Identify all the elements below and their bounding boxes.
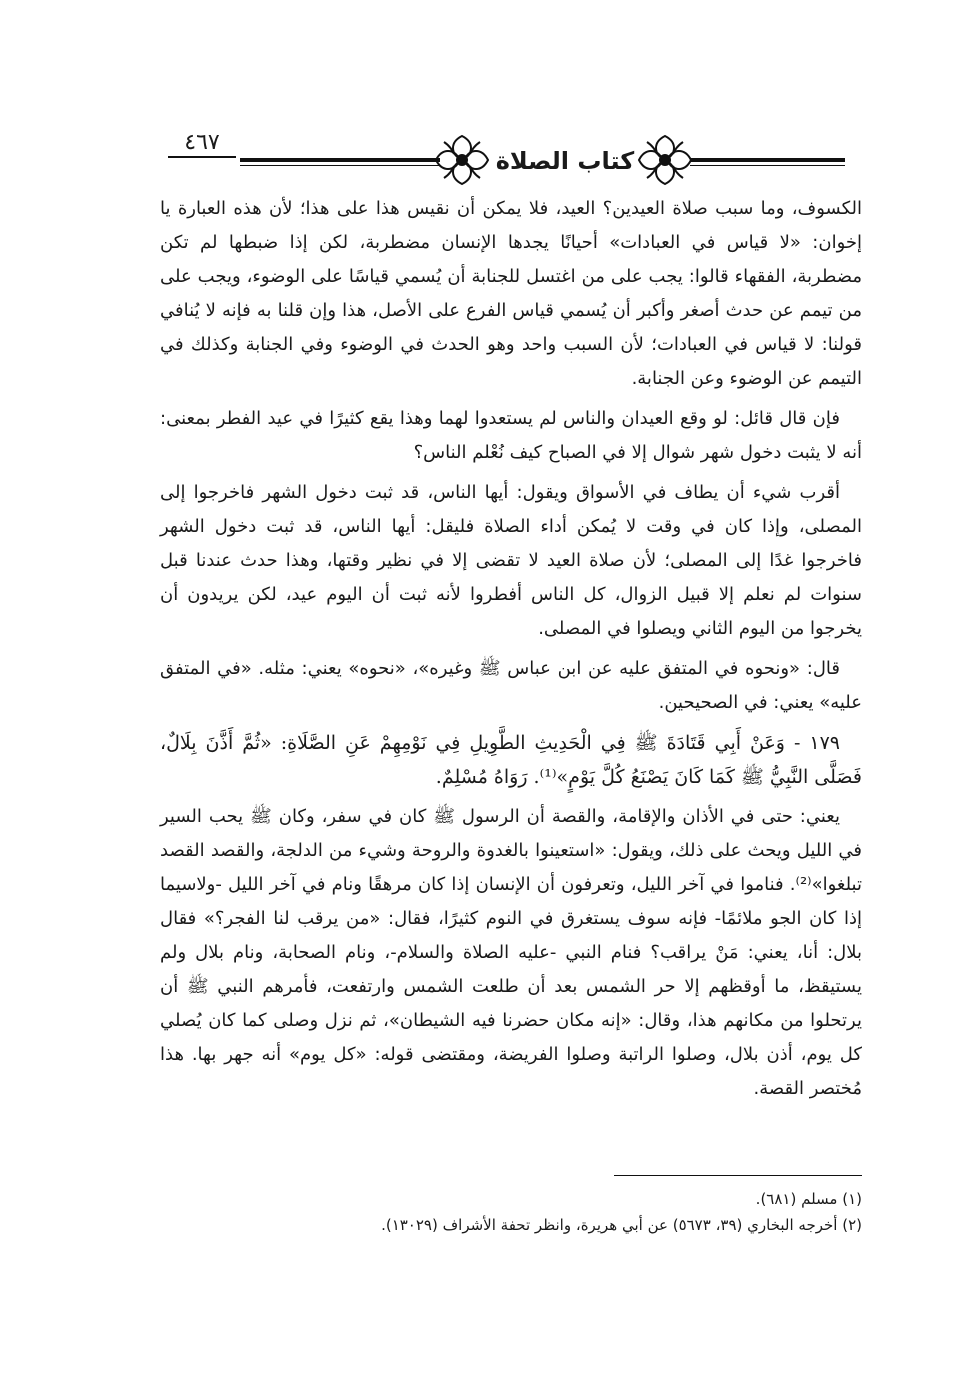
footnotes [160,1186,862,1238]
paragraph: قال: «ونحوه في المتفق عليه عن ابن عباس ﷺ وغيره»، «نحوه» يعني: مثله. «في المتفق عليه» يعني: في الصحيحين. [160,658,862,713]
chapter-title: كتاب الصلاة [495,147,635,175]
paragraph: فإن قال قائل: لو وقع العيدان والناس لم يستعدوا لهما وهذا يقع كثيرًا في عيد الفطر بمعنى: أنه لا يثبت دخول شهر شوال إلا في الصباح كيف نُعْلم الناس؟ [160,408,862,463]
header-rule-left [240,158,440,162]
paragraph: يعني: حتى في الأذان والإقامة، والقصة أن الرسول ﷺ كان في سفر، وكان ﷺ يحب السير في الليل ويحث على ذلك، ويقول: «استعينوا بالغدوة والروحة وشيء من الدلجة، والقصد القصد تبلغوا»⁽²⁾. فناموا في آخر الليل، وتعرفون أن الإنسان إذا كان مرهقًا ونام في آخر الليل -ولاسيما إذا كان الجو ملائمًا- فإنه سوف يستغرق في النوم كثيرًا، فقال: «من يرقب لنا الفجر؟» فقال بلال: أنا، يعني: مَنْ يراقب؟ فنام النبي -عليه الصلاة والسلام-، ونام الصحابة، ونام بلال ولم يستيقظ، ما أوقظهم إلا حر الشمس بعد أن طلعت الشمس وارتفعت، فأمرهم النبي ﷺ أن يرتحلوا من مكانهم هذا، وقال: «إنه مكان حضرنا فيه الشيطان»، ثم نزل وصلى كما كان يُصلي كل يوم، أذن بلال، وصلوا الراتبة وصلوا الفريضة، ومقتضى قوله: «كل يوم» أنه جهر بها. هذا مُختصر القصة. [160,806,862,1099]
floral-ornament-icon [635,132,695,188]
header-rule-right [690,158,845,162]
page-header [150,126,845,186]
hadith-text: ١٧٩ - وَعَنْ أَبِي قَتَادَةَ ﷺ فِي الْحَدِيثِ الطَّوِيلِ فِي نَوْمِهِمْ عَنِ الصَّلَاةِ: «ثُمَّ أَذَّنَ بِلَالٌ، فَصَلَّى النَّبِيُّ ﷺ كَمَا كَانَ يَصْنَعُ كُلَّ يَوْمٍ»⁽¹⁾. رَوَاهُ مُسْلِمٌ. [160,732,862,788]
header-rule-left-thin [240,165,440,166]
page-number: ٤٦٧ [184,130,220,155]
footnote-separator [614,1175,862,1176]
paragraph: الكسوف، وما سبب صلاة العيدين؟ العيد، فلا يمكن أن نقيس هذا على هذا؛ لأن هذه العبارة يا إخوان: «لا قياس في العبادات» أحيانًا يجدها الإنسان مضطربة، لكن إذا ضبطها لم تكن مضطربة، الفقهاء قالوا: يجب على من اغتسل للجنابة أن يُسمي قياسًا على الوضوء، ويجب على من تيمم عن حدث أصغر وأكبر أن يُسمي قياس الفرع على الأصل، هذا وإن قلنا به فإنه لا يُنافي قولنا: لا قياس في العبادات؛ لأن السبب واحد وهو الحدث في الوضوء وفي الجنابة وكذلك في التيمم عن الوضوء وعن الجنابة. [160,198,862,389]
floral-ornament-icon [432,132,492,188]
paragraph: أقرب شيء أن يطاف في الأسواق ويقول: أيها الناس، قد ثبت دخول الشهر فاخرجوا إلى المصلى، وإذا كان في وقت لا يُمكن أداء الصلاة فليقل: أيها الناس، قد ثبت دخول الشهر فاخرجوا غدًا إلى المصلى؛ لأن صلاة العيد لا تقضى إلا في نظير وقتها، وهذا حدث عندنا قبل سنوات لم نعلم إلا قبيل الزوال، كل الناس أفطروا لأنه ثبت أن اليوم عيد، لكن يريدون أن يخرجوا من اليوم الثاني ويصلوا في المصلى. [160,482,862,639]
footnote: (١) مسلم (٦٨١). [755,1190,862,1208]
header-rule-right-thin [690,165,845,166]
footnote: (٢) أخرجه البخاري (٣٩، ٥٦٧٣) عن أبي هريرة، وانظر تحفة الأشراف (١٣٠٢٩). [381,1216,862,1234]
page-body [160,192,862,1112]
page-number-underline [168,156,236,158]
